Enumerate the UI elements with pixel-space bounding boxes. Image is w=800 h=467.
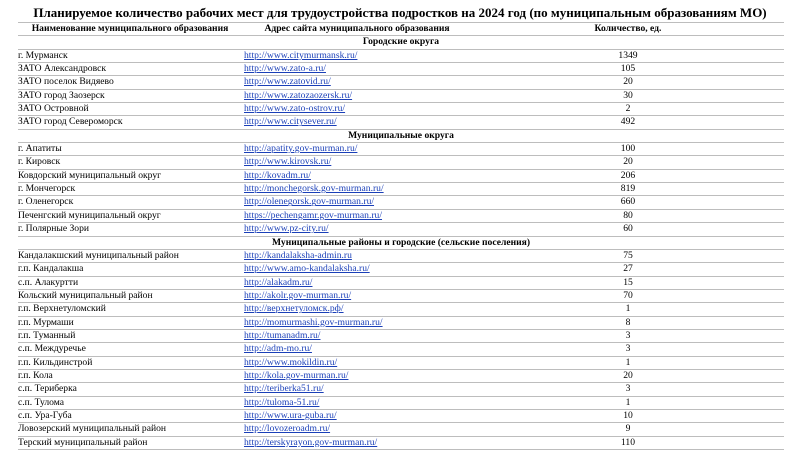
municipality-name: Кольский муниципальный район	[18, 289, 242, 302]
website-link-cell	[242, 383, 472, 396]
section-title: Муниципальные районы и городские (сельские поселения)	[18, 236, 784, 249]
website-link-cell	[242, 316, 472, 329]
municipality-name: с.п. Междуречье	[18, 343, 242, 356]
quantity: 27	[472, 263, 784, 276]
website-link[interactable]: http://www.ura-guba.ru/	[244, 409, 337, 421]
quantity: 60	[472, 223, 784, 236]
website-link[interactable]: http://adm-mo.ru/	[244, 343, 312, 355]
quantity: 80	[472, 209, 784, 222]
header-qty: Количество, ед.	[472, 23, 784, 36]
municipality-name: Ловозерский муниципальный район	[18, 423, 242, 436]
website-link[interactable]: http://www.zato-ostrov.ru/	[244, 103, 346, 115]
quantity: 105	[472, 63, 784, 76]
municipality-name: с.п. Териберка	[18, 383, 242, 396]
jobs-table	[18, 22, 784, 450]
website-link-cell	[242, 103, 472, 116]
quantity: 30	[472, 89, 784, 102]
table-row	[18, 436, 784, 449]
municipality-name: г.п. Кола	[18, 369, 242, 382]
quantity: 110	[472, 436, 784, 449]
website-link-cell	[242, 436, 472, 449]
website-link-cell	[242, 156, 472, 169]
website-link[interactable]: http://lovozeroadm.ru/	[244, 423, 331, 435]
quantity: 3	[472, 383, 784, 396]
section-row	[18, 236, 784, 249]
website-link[interactable]: http://tumanadm.ru/	[244, 329, 321, 341]
website-link-cell	[242, 223, 472, 236]
municipality-name: ЗАТО Островной	[18, 103, 242, 116]
municipality-name: г.п. Туманный	[18, 329, 242, 342]
section-row	[18, 36, 784, 49]
website-link[interactable]: http://terskyrayon.gov-murman.ru/	[244, 436, 378, 448]
municipality-name: ЗАТО поселок Видяево	[18, 76, 242, 89]
quantity: 1	[472, 356, 784, 369]
table-row	[18, 156, 784, 169]
table-row	[18, 103, 784, 116]
website-link-cell	[242, 196, 472, 209]
website-link-cell	[242, 369, 472, 382]
website-link-cell	[242, 276, 472, 289]
quantity: 1349	[472, 49, 784, 62]
website-link-cell	[242, 63, 472, 76]
website-link-cell	[242, 423, 472, 436]
section-title: Муниципальные округа	[18, 129, 784, 142]
quantity: 3	[472, 329, 784, 342]
table-row	[18, 289, 784, 302]
website-link[interactable]: http://www.citysever.ru/	[244, 116, 337, 128]
table-row	[18, 223, 784, 236]
website-link[interactable]: http://akolr.gov-murman.ru/	[244, 289, 352, 301]
website-link-cell	[242, 329, 472, 342]
quantity: 15	[472, 276, 784, 289]
website-link-cell	[242, 289, 472, 302]
website-link-cell	[242, 343, 472, 356]
quantity: 100	[472, 143, 784, 156]
quantity: 1	[472, 396, 784, 409]
municipality-name: ЗАТО город Заозерск	[18, 89, 242, 102]
municipality-name: с.п. Тулома	[18, 396, 242, 409]
municipality-name: г. Апатиты	[18, 143, 242, 156]
municipality-name: Кандалакшский муниципальный район	[18, 249, 242, 262]
quantity: 20	[472, 156, 784, 169]
website-link[interactable]: http://teriberka51.ru/	[244, 383, 324, 395]
website-link[interactable]: http://www.amo-kandalaksha.ru/	[244, 263, 370, 275]
municipality-name: ЗАТО город Североморск	[18, 116, 242, 129]
municipality-name: Терский муниципальный район	[18, 436, 242, 449]
website-link[interactable]: http://www.zatozaozersk.ru/	[244, 89, 353, 101]
website-link[interactable]: http://www.zatovid.ru/	[244, 76, 331, 88]
section-title: Городские округа	[18, 36, 784, 49]
quantity: 1	[472, 303, 784, 316]
table-row	[18, 183, 784, 196]
quantity: 9	[472, 423, 784, 436]
table-row	[18, 369, 784, 382]
table-row	[18, 409, 784, 422]
website-link-cell	[242, 183, 472, 196]
table-row	[18, 263, 784, 276]
table-row	[18, 329, 784, 342]
website-link-cell	[242, 209, 472, 222]
website-link-cell	[242, 303, 472, 316]
table-row	[18, 383, 784, 396]
municipality-name: г.п. Кильдинстрой	[18, 356, 242, 369]
table-row	[18, 63, 784, 76]
table-row	[18, 116, 784, 129]
table-row	[18, 343, 784, 356]
quantity: 70	[472, 289, 784, 302]
quantity: 10	[472, 409, 784, 422]
table-row	[18, 169, 784, 182]
table-row	[18, 143, 784, 156]
municipality-name: ЗАТО Александровск	[18, 63, 242, 76]
website-link-cell	[242, 49, 472, 62]
table-header-row	[18, 23, 784, 36]
quantity: 75	[472, 249, 784, 262]
quantity: 2	[472, 103, 784, 116]
table-row	[18, 76, 784, 89]
quantity: 20	[472, 369, 784, 382]
section-row	[18, 129, 784, 142]
website-link-cell	[242, 263, 472, 276]
website-link[interactable]: http://www.zato-a.ru/	[244, 63, 326, 75]
table-row	[18, 49, 784, 62]
municipality-name: г. Кировск	[18, 156, 242, 169]
website-link-cell	[242, 356, 472, 369]
municipality-name: Ковдорский муниципальный округ	[18, 169, 242, 182]
municipality-name: г. Мончегорск	[18, 183, 242, 196]
website-link[interactable]: http://kola.gov-murman.ru/	[244, 369, 349, 381]
website-link-cell	[242, 89, 472, 102]
quantity: 20	[472, 76, 784, 89]
website-link[interactable]: http://www.mokildin.ru/	[244, 356, 338, 368]
table-row	[18, 316, 784, 329]
municipality-name: г. Мурманск	[18, 49, 242, 62]
header-name: Наименование муниципального образования	[18, 23, 242, 36]
website-link-cell	[242, 76, 472, 89]
quantity: 492	[472, 116, 784, 129]
website-link-cell	[242, 396, 472, 409]
table-row	[18, 196, 784, 209]
table-row	[18, 276, 784, 289]
municipality-name: г.п. Кандалакша	[18, 263, 242, 276]
quantity: 206	[472, 169, 784, 182]
website-link-cell	[242, 116, 472, 129]
quantity: 819	[472, 183, 784, 196]
table-row	[18, 423, 784, 436]
table-body	[18, 36, 784, 450]
municipality-name: с.п. Ура-Губа	[18, 409, 242, 422]
website-link[interactable]: http://www.pz-city.ru/	[244, 223, 329, 235]
website-link[interactable]: http://tuloma-51.ru/	[244, 396, 320, 408]
website-link[interactable]: http://alakadm.ru/	[244, 276, 313, 288]
website-link[interactable]: http://www.citymurmansk.ru/	[244, 49, 358, 61]
municipality-name: с.п. Алакуртти	[18, 276, 242, 289]
municipality-name: г. Оленегорск	[18, 196, 242, 209]
table-row	[18, 356, 784, 369]
website-link[interactable]: http://momurmashi.gov-murman.ru/	[244, 316, 383, 328]
table-row	[18, 89, 784, 102]
website-link[interactable]: http://kovadm.ru/	[244, 169, 311, 181]
quantity: 8	[472, 316, 784, 329]
header-url: Адрес сайта муниципального образования	[242, 23, 472, 36]
table-row	[18, 249, 784, 262]
municipality-name: Печенгский муниципальный округ	[18, 209, 242, 222]
quantity: 660	[472, 196, 784, 209]
municipality-name: г. Полярные Зори	[18, 223, 242, 236]
website-link[interactable]: http://monchegorsk.gov-murman.ru/	[244, 183, 384, 195]
website-link[interactable]: http://olenegorsk.gov-murman.ru/	[244, 196, 375, 208]
website-link-cell	[242, 409, 472, 422]
website-link-cell	[242, 249, 472, 262]
table-row	[18, 209, 784, 222]
website-link[interactable]: http://apatity.gov-murman.ru/	[244, 143, 358, 155]
website-link[interactable]: http://верхнетуломск.рф/	[244, 303, 344, 315]
table-row	[18, 396, 784, 409]
page-title: Планируемое количество рабочих мест для трудоустройства подростков на 2024 год (по муниципальным образованиям МО)	[33, 5, 767, 20]
website-link[interactable]: http://kandalaksha-admin.ru	[244, 249, 352, 261]
website-link[interactable]: http://www.kirovsk.ru/	[244, 156, 332, 168]
website-link[interactable]: https://pechengamr.gov-murman.ru/	[244, 209, 383, 221]
table-row	[18, 303, 784, 316]
quantity: 3	[472, 343, 784, 356]
website-link-cell	[242, 143, 472, 156]
municipality-name: г.п. Верхнетуломский	[18, 303, 242, 316]
website-link-cell	[242, 169, 472, 182]
municipality-name: г.п. Мурмаши	[18, 316, 242, 329]
